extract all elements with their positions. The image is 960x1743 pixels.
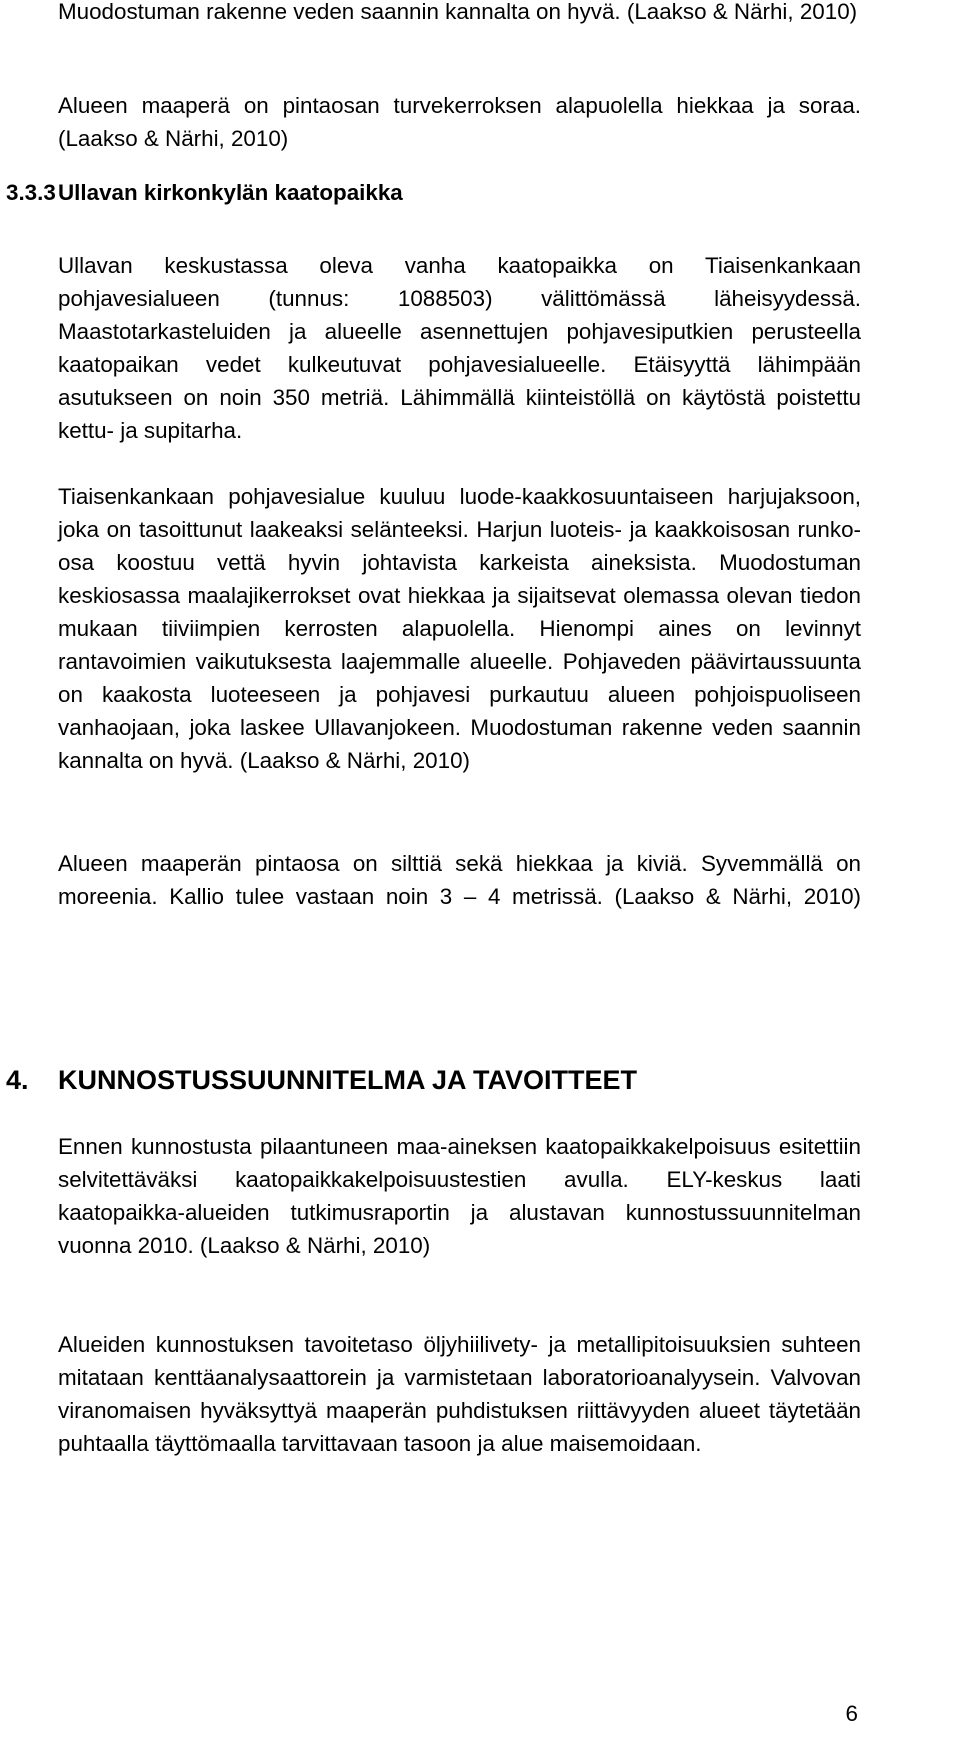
- section-heading: [6, 1060, 637, 1100]
- paragraph-remediation-target: Alueiden kunnostuksen tavoitetaso öljyhiilivety- ja metallipitoisuuksien suhteen mitataan kenttäanalysaattorein ja varmistetaan laboratorioanalyysein. Valvovan viranomaisen hyväksyttyä maaperän puhdistuksen riittävyyden alueet täytetään puhtaalla täyttömaalla tarvittavaan tasoon ja alue maisemoidaan.: [58, 1332, 861, 1456]
- section-title: KUNNOSTUSSUUNNITELMA JA TAVOITTEET: [58, 1065, 637, 1095]
- subsection-title: Ullavan kirkonkylän kaatopaikka: [58, 180, 403, 205]
- subsection-heading: [6, 176, 403, 209]
- paragraph-soil-composition: Alueen maaperä on pintaosan turvekerroksen alapuolella hiekkaa ja soraa. (Laakso & Närhi, 2010): [58, 93, 861, 151]
- paragraph-groundwater-area: Tiaisenkankaan pohjavesialue kuuluu luode-kaakkosuuntaiseen harjujaksoon, joka on tasoittunut laakeaksi selänteeksi. Harjun luoteis- ja kaakkoisosan runko-osa koostuu vettä hyvin johtavista karkeista aineksista. Muodostuman keskiosassa maalajikerrokset ovat hiekkaa ja sijaitsevat olemassa olevan tiedon mukaan tiiviimpien kerrosten alapuolella. Hienompi aines on levinnyt rantavoimien vaikutuksesta laajemmalle alueelle. Pohjaveden päävirtaussuunta on kaakosta luoteeseen ja pohjavesi purkautuu alueen pohjoispuoliseen vanhaojaan, joka laskee Ullavanjokeen. Muodostuman rakenne veden saannin kannalta on hyvä. (Laakso & Närhi, 2010): [58, 484, 861, 773]
- paragraph-before-remediation: Ennen kunnostusta pilaantuneen maa-aineksen kaatopaikkakelpoisuus esitettiin selvitettäväksi kaatopaikkakelpoisuustestien avulla. ELY-keskus laati kaatopaikka-alueiden tutkimusraportin ja alustavan kunnostussuunnitelman vuonna 2010. (Laakso & Närhi, 2010): [58, 1134, 861, 1258]
- subsection-number: 3.3.3: [6, 180, 56, 205]
- page-number: 6: [845, 1701, 858, 1726]
- paragraph-soil-surface: Alueen maaperän pintaosa on silttiä sekä hiekkaa ja kiviä. Syvemmällä on moreenia. Kallio tulee vastaan noin 3 – 4 metrissä. (Laakso & Närhi, 2010): [58, 851, 861, 909]
- paragraph-landfill-description: Ullavan keskustassa oleva vanha kaatopaikka on Tiaisenkankaan pohjavesialueen (tunnus: 1088503) välittömässä läheisyydessä. Maastotarkasteluiden ja alueelle asennettujen pohjavesiputkien perusteella kaatopaikan vedet kulkeutuvat pohjavesialueelle. Etäisyyttä lähimpään asutukseen on noin 350 metriä. Lähimmällä kiinteistöllä on käytöstä poistettu kettu- ja supitarha.: [58, 253, 861, 443]
- paragraph-intro-structure: Muodostuman rakenne veden saannin kannalta on hyvä. (Laakso & Närhi, 2010): [58, 0, 858, 24]
- section-number: 4.: [6, 1065, 29, 1095]
